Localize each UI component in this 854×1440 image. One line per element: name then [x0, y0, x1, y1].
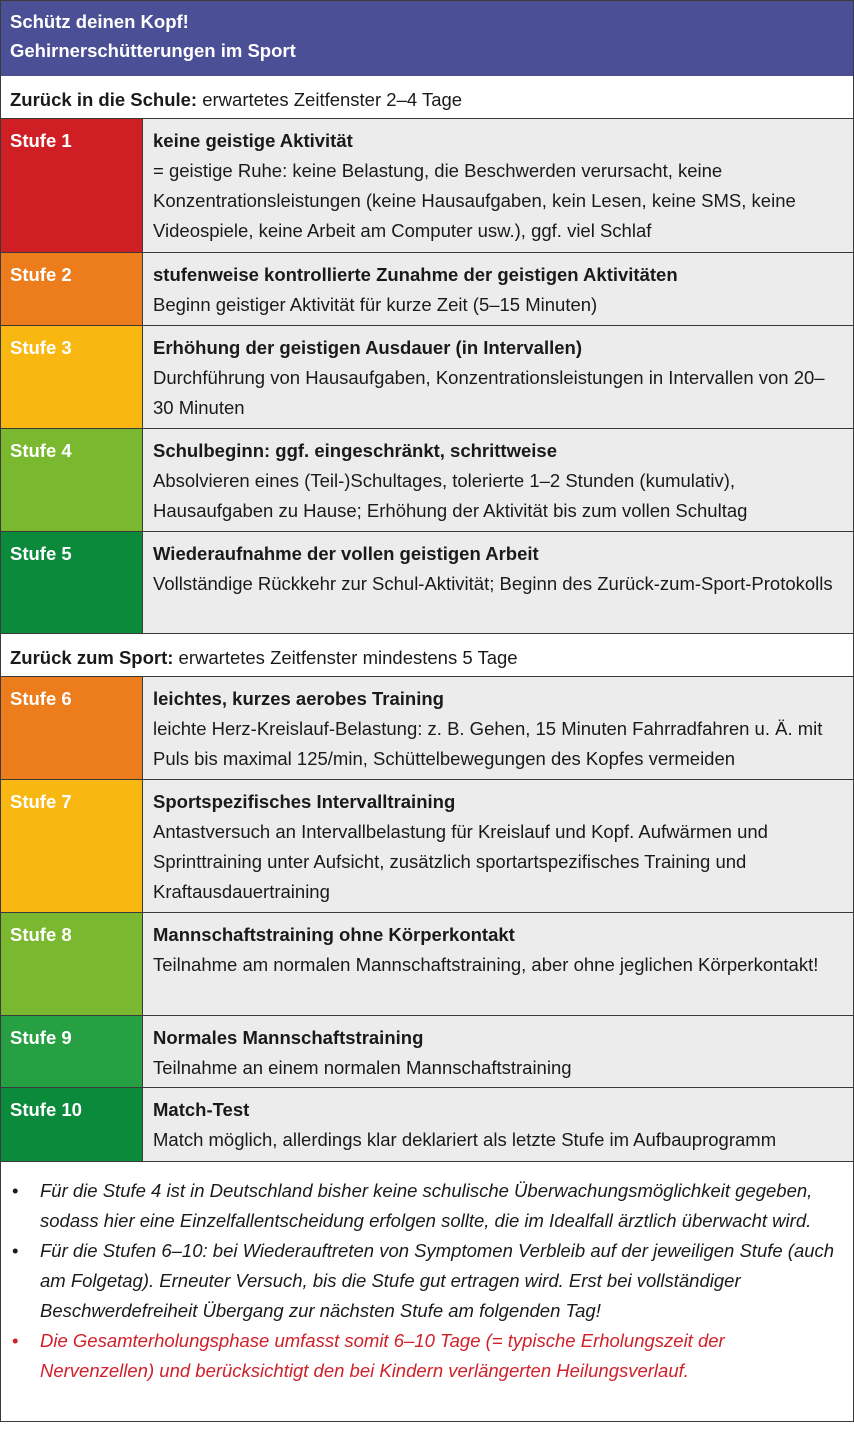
stage-label: Stufe 3 — [0, 326, 143, 428]
stage-label: Stufe 9 — [0, 1016, 143, 1087]
header-title: Schütz deinen Kopf! — [10, 11, 189, 32]
stage-title: Wiederaufnahme der vollen geistigen Arbeit — [153, 543, 539, 564]
stage-label: Stufe 6 — [0, 677, 143, 779]
header-subtitle: Gehirnerschütterungen im Sport — [10, 40, 296, 61]
stage-label: Stufe 10 — [0, 1088, 143, 1161]
stage-description: leichte Herz-Kreislauf-Belastung: z. B. Gehen, 15 Minuten Fahrradfahren u. Ä. mit Puls bis maximal 125/min, Schüttelbewegungen des Kopfes vermeiden — [153, 718, 823, 769]
stage-description: Beginn geistiger Aktivität für kurze Zeit (5–15 Minuten) — [153, 294, 598, 315]
note-text: Für die Stufen 6–10: bei Wiederauftreten von Symptomen Verbleib auf der jeweiligen Stufe (auch am Folgetag). Erneuter Versuch, bis die Stufe gut ertragen wird. Erst bei vollständiger Beschwerdefreiheit Übergang zur nächsten Stufe am folgenden Tag! — [40, 1240, 835, 1321]
stage-title: keine geistige Aktivität — [153, 130, 353, 151]
stage-description: Match möglich, allerdings klar deklariert als letzte Stufe im Aufbauprogramm — [153, 1129, 777, 1150]
stage-description: Durchführung von Hausaufgaben, Konzentrationsleistungen in Intervallen von 20–30 Minuten — [153, 367, 825, 418]
stage-description: Antastversuch an Intervallbelastung für Kreislauf und Kopf. Aufwärmen und Sprinttraining unter Aufsicht, zusätzlich sportartspezifisches Training und Kraftausdauertraining — [153, 821, 768, 902]
sport-section-text: erwartetes Zeitfenster mindestens 5 Tage — [173, 647, 518, 668]
sport-section-label: Zurück zum Sport: — [10, 647, 174, 668]
note-text: Die Gesamterholungsphase umfasst somit 6–10 Tage (= typische Erholungszeit der Nervenzellen) und berücksichtigt den bei Kindern verlängerten Heilungsverlauf. — [40, 1330, 725, 1381]
stage-label: Stufe 1 — [0, 119, 143, 252]
stage-label: Stufe 5 — [0, 532, 143, 633]
stage-title: Normales Mannschaftstraining — [153, 1027, 424, 1048]
stage-description: Vollständige Rückkehr zur Schul-Aktivität; Beginn des Zurück-zum-Sport-Protokolls — [153, 573, 833, 594]
bullet-icon: • — [12, 1330, 19, 1351]
stage-title: Erhöhung der geistigen Ausdauer (in Intervallen) — [153, 337, 582, 358]
stage-title: Match-Test — [153, 1099, 250, 1120]
stage-label: Stufe 4 — [0, 429, 143, 531]
school-section-text: erwartetes Zeitfenster 2–4 Tage — [197, 89, 463, 110]
stage-title: Schulbeginn: ggf. eingeschränkt, schrittweise — [153, 440, 557, 461]
stage-description: Teilnahme an einem normalen Mannschaftstraining — [153, 1057, 572, 1078]
stage-description: Absolvieren eines (Teil-)Schultages, tolerierte 1–2 Stunden (kumulativ), Hausaufgaben zu Hause; Erhöhung der Aktivität bis zum vollen Schultag — [153, 470, 748, 521]
stage-title: Mannschaftstraining ohne Körperkontakt — [153, 924, 515, 945]
bullet-icon: • — [12, 1180, 19, 1201]
stage-description: = geistige Ruhe: keine Belastung, die Beschwerden verursacht, keine Konzentrationsleistungen (keine Hausaufgaben, kein Lesen, keine SMS, keine Videospiele, keine Arbeit am Computer usw.), ggf. viel Schlaf — [153, 160, 796, 241]
stage-title: Sportspezifisches Intervalltraining — [153, 791, 456, 812]
stage-label: Stufe 8 — [0, 913, 143, 1015]
stage-label: Stufe 7 — [0, 780, 143, 912]
bullet-icon: • — [12, 1240, 19, 1261]
school-section-label: Zurück in die Schule: — [10, 89, 198, 110]
stage-title: leichtes, kurzes aerobes Training — [153, 688, 444, 709]
stage-description: Teilnahme am normalen Mannschaftstraining, aber ohne jeglichen Körperkontakt! — [153, 954, 819, 975]
note-text: Für die Stufe 4 ist in Deutschland bisher keine schulische Überwachungsmöglichkeit gegeben, sodass hier eine Einzelfallentscheidung erfolgen sollte, die im Idealfall ärztlich überwacht wird. — [40, 1180, 813, 1231]
stage-title: stufenweise kontrollierte Zunahme der geistigen Aktivitäten — [153, 264, 678, 285]
stage-label: Stufe 2 — [0, 253, 143, 325]
